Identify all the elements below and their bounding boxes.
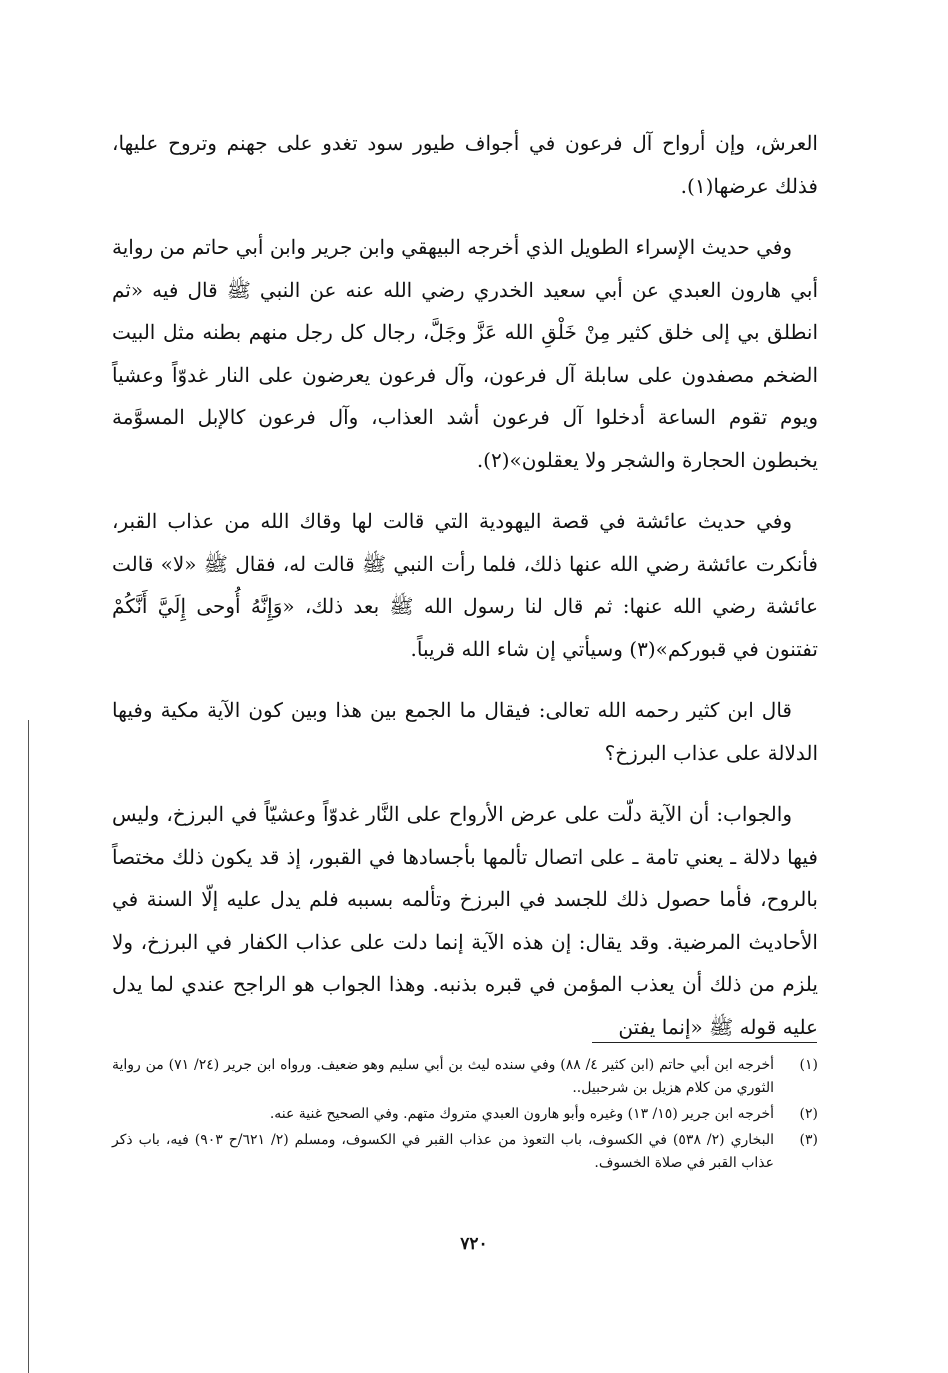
footnotes [112, 1054, 818, 1178]
footnote-text: أخرجه ابن أبي حاتم (ابن كثير ٤/ ٨٨) وفي سنده ليث بن أبي سليم وهو ضعيف. ورواه ابن جرير (٢٤/ ٧١) من رواية الثوري من كلام هزيل بن شرحبيل.. [112, 1057, 775, 1096]
main-text [112, 122, 818, 1067]
paragraph: قال ابن كثير رحمه الله تعالى: فيقال ما الجمع بين هذا وبين كون الآية مكية وفيها الدلالة على عذاب البرزخ؟ [112, 698, 818, 765]
footnote-text: أخرجه ابن جرير (١٥/ ١٣) وغيره وأبو هارون العبدي متروك متهم. وفي الصحيح غنية عنه. [269, 1106, 774, 1122]
footnote-number: (١) [799, 1057, 818, 1073]
footnote-divider [592, 1042, 817, 1043]
footnote [112, 1129, 818, 1175]
footnote-number: (٣) [799, 1132, 818, 1148]
footnote [112, 1103, 818, 1126]
footnote-number: (٢) [799, 1106, 818, 1122]
page-number: ٧٢٠ [460, 1234, 488, 1254]
page-edge-line [28, 720, 29, 1373]
paragraph: وفي حديث الإسراء الطويل الذي أخرجه البيهقي وابن جرير وابن أبي حاتم من رواية أبي هارون العبدي عن أبي سعيد الخدري رضي الله عنه عن النبي ﷺ قال فيه «ثم انطلق بي إلى خلق كثير مِنْ خَلْقِ الله عَزَّ وجَلَّ، رجال كل رجل منهم بطنه مثل البيت الضخم مصفدون على سابلة آل فرعون، وآل فرعون يعرضون على النار غدوّاً وعشياً ويوم تقوم الساعة أدخلوا آل فرعون أشد العذاب، وآل فرعون كالإبل المسوَّمة يخبطون الحجارة والشجر ولا يعقلون»(٢). [112, 235, 818, 472]
paragraph: وفي حديث عائشة في قصة اليهودية التي قالت لها وقاك الله من عذاب القبر، فأنكرت عائشة رضي الله عنها ذلك، فلما رأت النبي ﷺ قالت له، فقال ﷺ «لا» قالت عائشة رضي الله عنها: ثم قال لنا رسول الله ﷺ بعد ذلك، «وَإِنَّهُ أُوحى إِلَيَّ أَنَّكُمْ تفتنون في قبوركم»(٣) وسيأتي إن شاء الله قريباً. [112, 509, 818, 661]
paragraph: والجواب: أن الآية دلّت على عرض الأرواح على النَّار غدوّاً وعشيّاً في البرزخ، وليس فيها دلالة ـ يعني تامة ـ على اتصال تألمها بأجسادها في القبور، إذ قد يكون ذلك مختصاً بالروح، فأما حصول ذلك للجسد في البرزخ وتألمه بسببه فلم يدل عليه إلّا السنة في الأحاديث المرضية. وقد يقال: إن هذه الآية إنما دلت على عذاب الكفار في البرزخ، ولا يلزم من ذلك أن يعذب المؤمن في قبره بذنبه. وهذا الجواب هو الراجح عندي لما يدل عليه قوله ﷺ «إنما يفتن [112, 802, 818, 1039]
footnote-text: البخاري (٢/ ٥٣٨) في الكسوف، باب التعوذ من عذاب القبر في الكسوف، ومسلم (٢/ ٦٢١/ح ٩٠٣) فيه، باب ذكر عذاب القبر في صلاة الخسوف. [112, 1132, 774, 1171]
paragraph: العرش، وإن أرواح آل فرعون في أجواف طيور سود تغدو على جهنم وتروح عليها، فذلك عرضها(١). [112, 131, 818, 198]
footnote [112, 1054, 818, 1100]
